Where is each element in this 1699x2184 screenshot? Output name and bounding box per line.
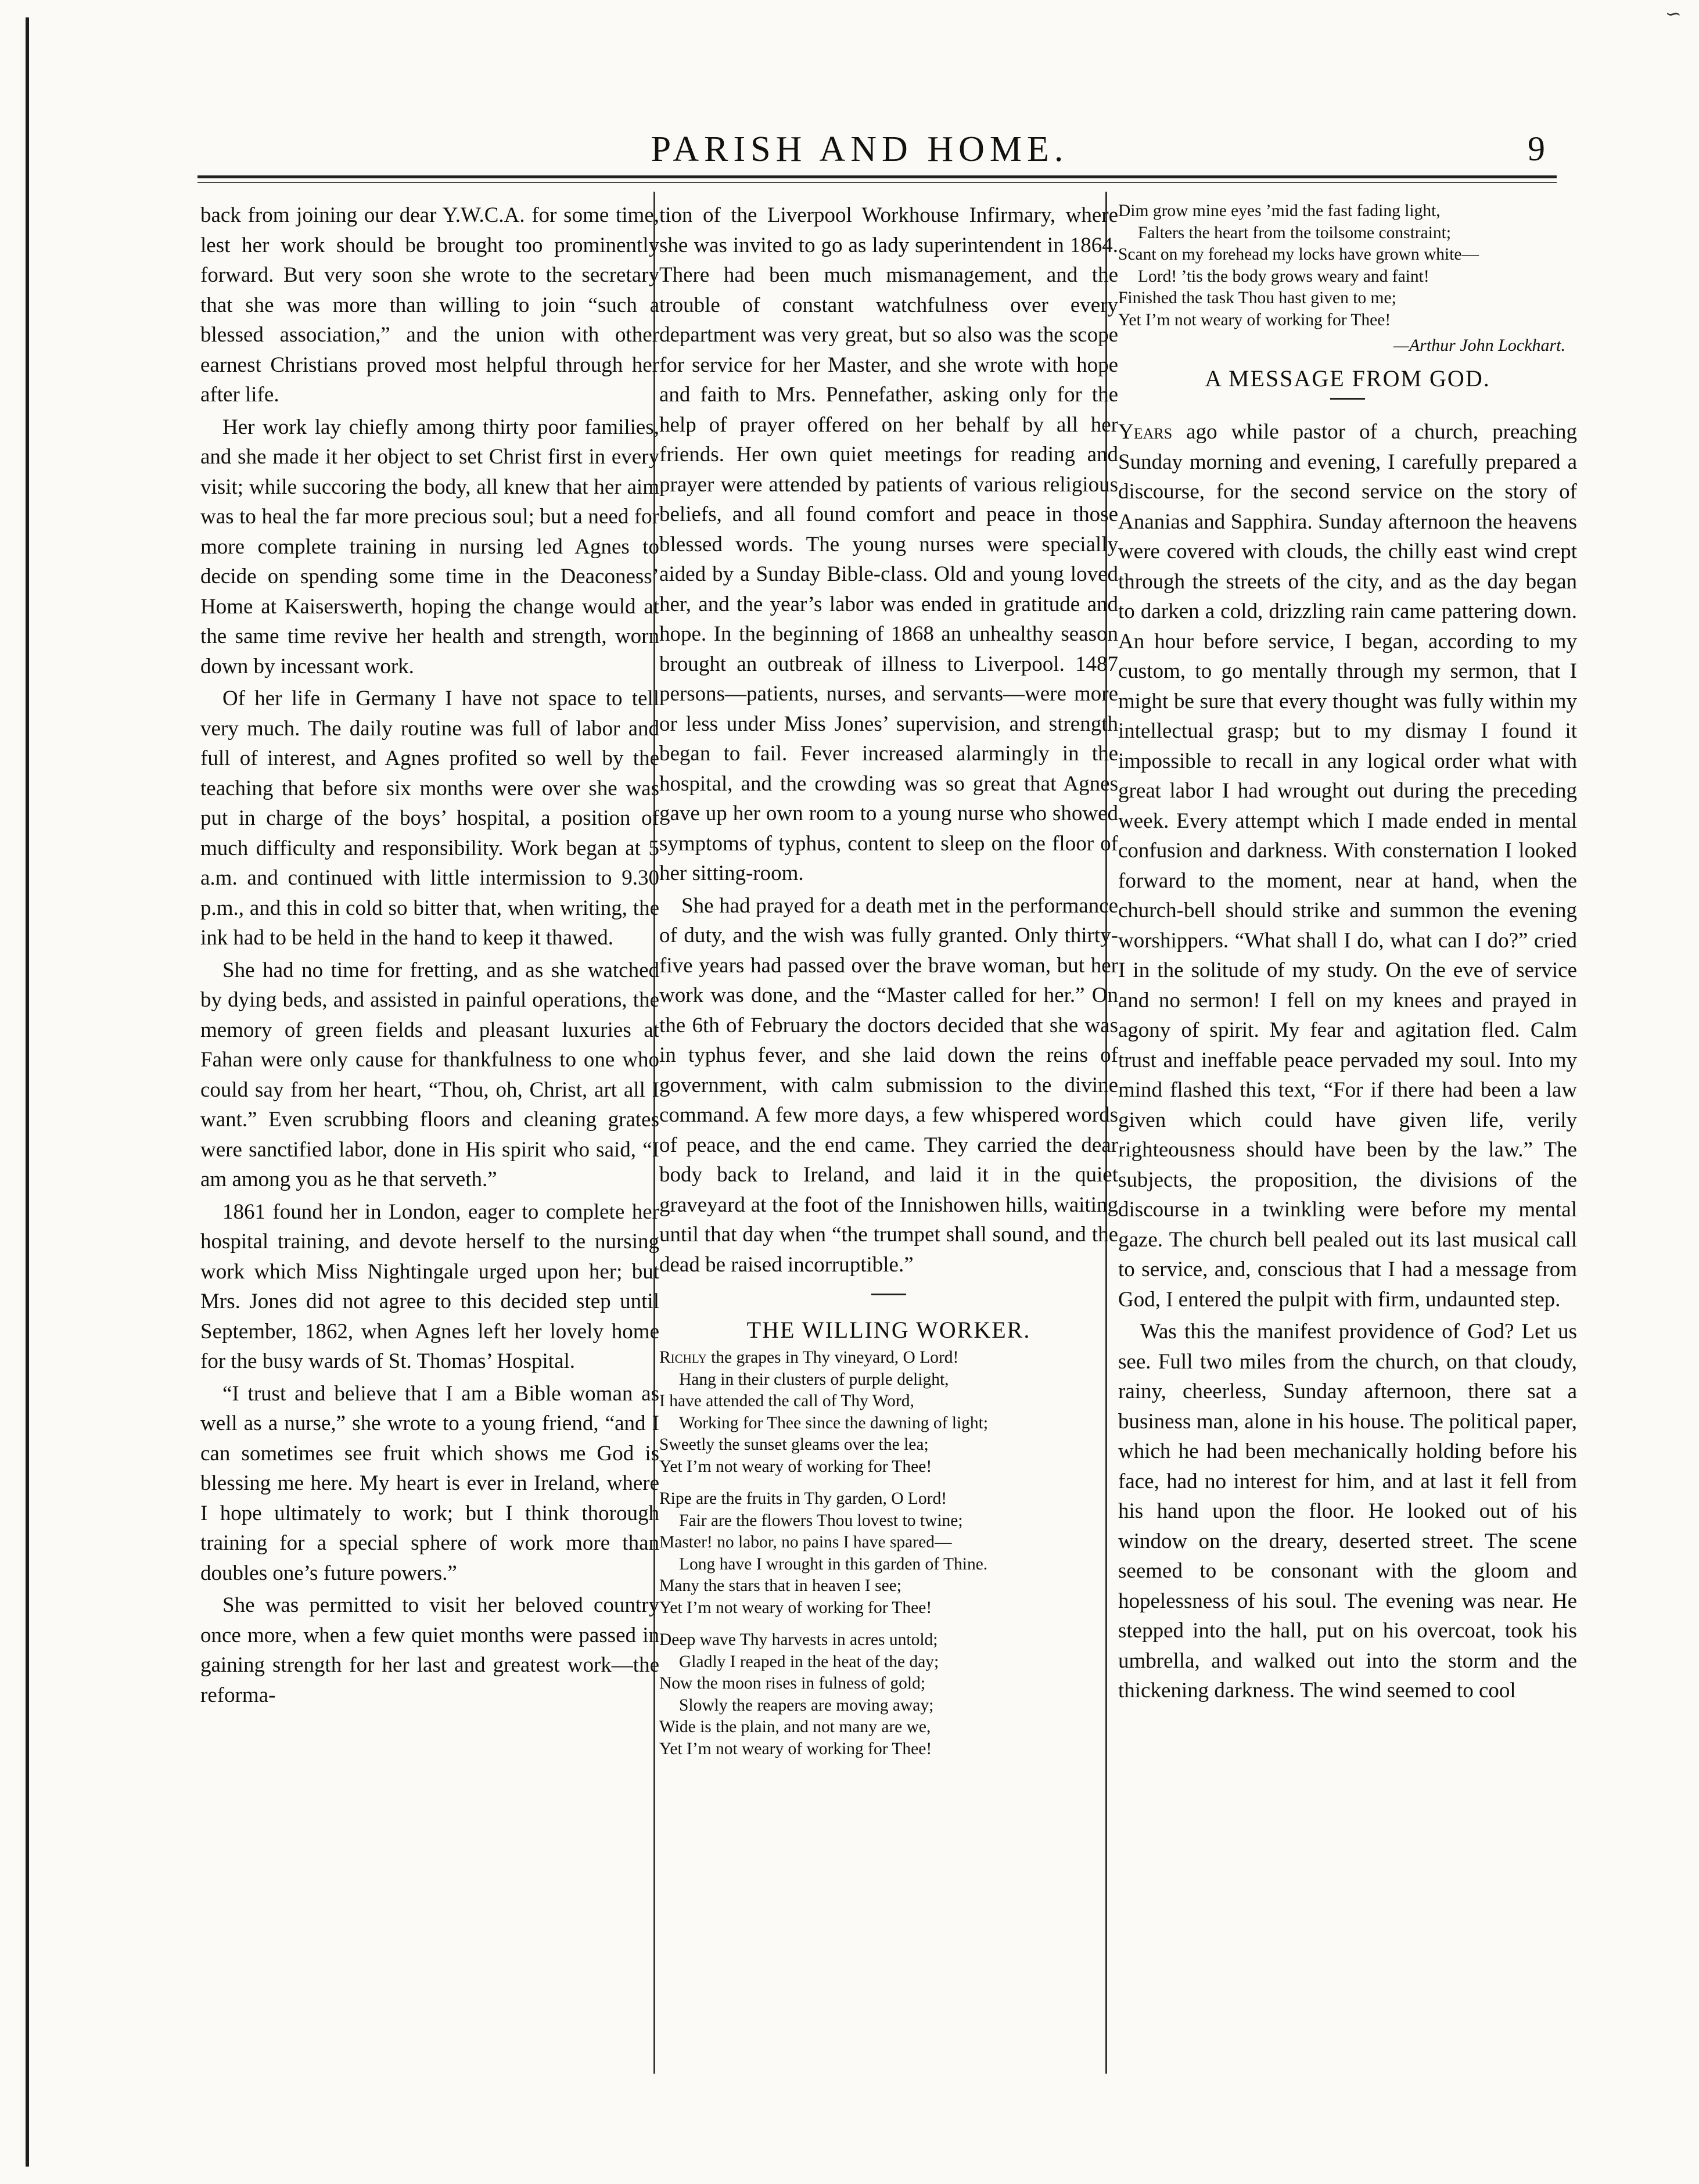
paragraph: “I trust and believe that I am a Bible woman as well as a nurse,” she wrote to a young friend, “and I can sometimes see fruit which shows me God is blessing me here. My heart is ever in Ireland, where I hope ultimately to work; but I think thorough training for a special sphere of work more than doubles one’s future powers.” (200, 1381, 659, 1585)
binding-edge-line (26, 17, 29, 2167)
article-title: A MESSAGE FROM GOD. (1205, 365, 1490, 391)
poem-line: Yet I’m not weary of working for Thee! (1118, 310, 1391, 329)
poem-line: Gladly I reaped in the heat of the day; (679, 1652, 939, 1671)
poem-line: Deep wave Thy harvests in acres untold; (659, 1630, 938, 1649)
poem-stanza (659, 1347, 1118, 1478)
paragraph: She was permitted to visit her beloved country once more, when a few quiet months were passed in gaining strength for her last and greatest work—the reforma- (200, 1593, 659, 1707)
poem-line: Many the stars that in heaven I see; (659, 1576, 901, 1595)
poem-line: Yet I’m not weary of working for Thee! (659, 1457, 932, 1476)
poem-line: the grapes in Thy vineyard, O Lord! (706, 1348, 959, 1367)
poem-line: Ripe are the fruits in Thy garden, O Lord! (659, 1489, 947, 1508)
poem-line: Now the moon rises in fulness of gold; (659, 1674, 926, 1693)
poem-line: Long have I wrought in this garden of Thine. (679, 1554, 988, 1574)
poem-first-word: Richly (659, 1348, 707, 1367)
poem-stanza (659, 1488, 1118, 1619)
poem-line: Yet I’m not weary of working for Thee! (659, 1739, 932, 1758)
column-1 (200, 200, 659, 1712)
poem-line: Scant on my forehead my locks have grown white— (1118, 245, 1479, 264)
poem-line: Wide is the plain, and not many are we, (659, 1718, 931, 1736)
column-3 (1118, 200, 1577, 1708)
poem-line: Yet I’m not weary of working for Thee! (659, 1598, 932, 1617)
paragraph: Of her life in Germany I have not space to tell very much. The daily routine was full of labor and full of interest, and Agnes profited so well by the teaching that before six months were over she was put in charge of the boys’ hospital, a position of much difficulty and responsibility. Work began at 5 a.m. and continued with little intermission to 9.30 p.m., and this in cold so bitter that, when writing, the ink had to be held in the hand to keep it thawed. (200, 687, 659, 950)
poem-line: Dim grow mine eyes ’mid the fast fading light, (1118, 202, 1441, 220)
column-2 (659, 200, 1118, 1770)
paragraph: back from joining our dear Y.W.C.A. for some time, lest her work should be brought too prominently forward. But very soon she wrote to the secretary that she was more than willing to join “such a blessed association,” and the union with other earnest Christians proved most helpful through her after life. (200, 203, 659, 407)
poem-continuation (1118, 200, 1577, 331)
poem-line: Falters the heart from the toilsome constraint; (1138, 223, 1452, 242)
poem-line: Lord! ’tis the body grows weary and faint! (1138, 267, 1429, 286)
poem-stanza (659, 1629, 1118, 1760)
poem-line: Master! no labor, no pains I have spared— (659, 1533, 952, 1551)
poem-line: Fair are the flowers Thou lovest to twine; (679, 1511, 963, 1530)
paragraph: She had no time for fretting, and as she watched by dying beds, and assisted in painful operations, the memory of green fields and pleasant luxuries at Fahan were only cause for thankfulness to one who could say from her heart, “Thou, oh, Christ, art all I want.” Even scrubbing floors and cleaning grates were sanctified labor, done in His spirit who said, “I am among you as he that serveth.” (200, 958, 659, 1191)
corner-mark: ∽ (1665, 3, 1682, 25)
page-number: 9 (1528, 130, 1545, 168)
poem-line: Sweetly the sunset gleams over the lea; (659, 1435, 929, 1454)
paragraph: She had prayed for a death met in the performance of duty, and the wish was fully granted. Only thirty-five years had passed over the brave woman, but her work was done, and the “Master called for her.” On the 6th of February the doctors decided that she was in typhus fever, and she laid down the reins of government, with calm submission to the divine command. A few more days, a few whispered words of peace, and the end came. They carried the dear body back to Ireland, and laid it in the quiet graveyard at the foot of the Innishowen hills, waiting until that day when “the trumpet shall sound, and the dead be raised incorruptible.” (659, 893, 1118, 1277)
paragraph (1118, 417, 1577, 1314)
title-rule (1330, 398, 1365, 400)
poem-author: —Arthur John Lockhart. (1393, 336, 1565, 355)
paragraph: tion of the Liverpool Workhouse Infirmary, where she was invited to go as lady superintendent in 1864. There had been much mismanagement, and the trouble of constant watchfulness over every department was very great, but so also was the scope for service for her Master, and she wrote with hope and faith to Mrs. Pennefather, asking only for the help of prayer offered on her behalf by all her friends. Her own quiet meetings for reading and prayer were attended by patients of various religious beliefs, and all found comfort and peace in those blessed words. The young nurses were specially aided by a Sunday Bible-class. Old and young loved her, and the year’s labor was ended in gratitude and hope. In the beginning of 1868 an unhealthy season brought an outbreak of illness to Liverpool. 1487 persons—patients, nurses, and servants—were more or less under Miss Jones’ supervision, and strength began to fail. Fever increased alarmingly in the hospital, and the crowding was so great that Agnes gave up her own room to a young nurse who showed symptoms of typhus, content to sleep on the floor of her sitting-room. (659, 203, 1118, 885)
article-first-word: Years (1118, 420, 1173, 444)
poem-line: Working for Thee since the dawning of light; (679, 1413, 989, 1432)
poem-willing-worker (659, 1347, 1118, 1760)
poem-line: Finished the task Thou hast given to me; (1118, 289, 1396, 307)
header-rule (197, 175, 1557, 178)
paragraph: Was this the manifest providence of God? Let us see. Full two miles from the church, on that cloudy, rainy, cheerless, Sunday afternoon, there sat a business man, alone in his house. The political paper, which he had been mechanically holding before his face, had no interest for him, and at last it fell from his hand upon the floor. He looked out of his window on the dreary, deserted street. The scene seemed to be consonant with the gloom and hopelessness of his soul. The evening was near. He stepped into the hall, put on his overcoat, took his umbrella, and walked out into the storm and the thickening darkness. The wind seemed to cool (1118, 1320, 1577, 1702)
poem-title: THE WILLING WORKER. (746, 1317, 1031, 1343)
poem-line: Slowly the reapers are moving away; (679, 1696, 934, 1715)
poem-line: I have attended the call of Thy Word, (659, 1392, 914, 1410)
paragraph: 1861 found her in London, eager to complete her hospital training, and devote herself to the nursing work which Miss Nightingale urged upon her; but Mrs. Jones did not agree to this decided step until September, 1862, when Agnes left her lovely home for the busy wards of St. Thomas’ Hospital. (200, 1199, 659, 1373)
header-rule-thin (197, 182, 1557, 183)
running-title: PARISH AND HOME. (651, 130, 1069, 169)
paragraph: Her work lay chiefly among thirty poor families, and she made it her object to set Christ first in every visit; while succoring the body, all knew that her aim was to heal the far more precious soul; but a need for more complete training in nursing led Agnes to decide on spending some time in the Deaconess’ Home at Kaiserswerth, hoping the change would at the same time revive her health and strength, worn down by incessant work. (200, 415, 659, 678)
poem-line: Hang in their clusters of purple delight, (679, 1370, 949, 1389)
section-end-rule (871, 1294, 906, 1295)
paragraph-text: ago while pastor of a church, preaching Sunday morning and evening, I carefully prepared a discourse, for the second service on the story of Ananias and Sapphira. Sunday afternoon the heavens were covered with clouds, the chilly east wind crept through the streets of the city, and as the day began to darken a cold, drizzling rain came pattering down. An hour before service, I began, according to my custom, to go mentally through my sermon, that I might be sure that every thought was fully within my intellectual grasp; but to my dismay I found it impossible to recall in any logical order what with great labor I had wrought out during the preceding week. Every attempt which I made ended in mental confusion and darkness. With consternation I looked forward to the moment, near at hand, when the church-bell should strike and summon the evening worshippers. “What shall I do, what can I do?” cried I in the solitude of my study. On the eve of service and no sermon! I fell on my knees and prayed in agony of spirit. My fear and agitation fled. Calm trust and ineffable peace pervaded my soul. Into my mind flashed this text, “For if there had been a law given which could have given life, verily righteousness should have been by the law.” The subjects, the proposition, the divisions of the discourse in a twinkling were before my mental gaze. The church bell pealed out its last musical call to service, and, conscious that I had a message from God, I entered the pulpit with firm, undaunted step. (1118, 420, 1577, 1312)
